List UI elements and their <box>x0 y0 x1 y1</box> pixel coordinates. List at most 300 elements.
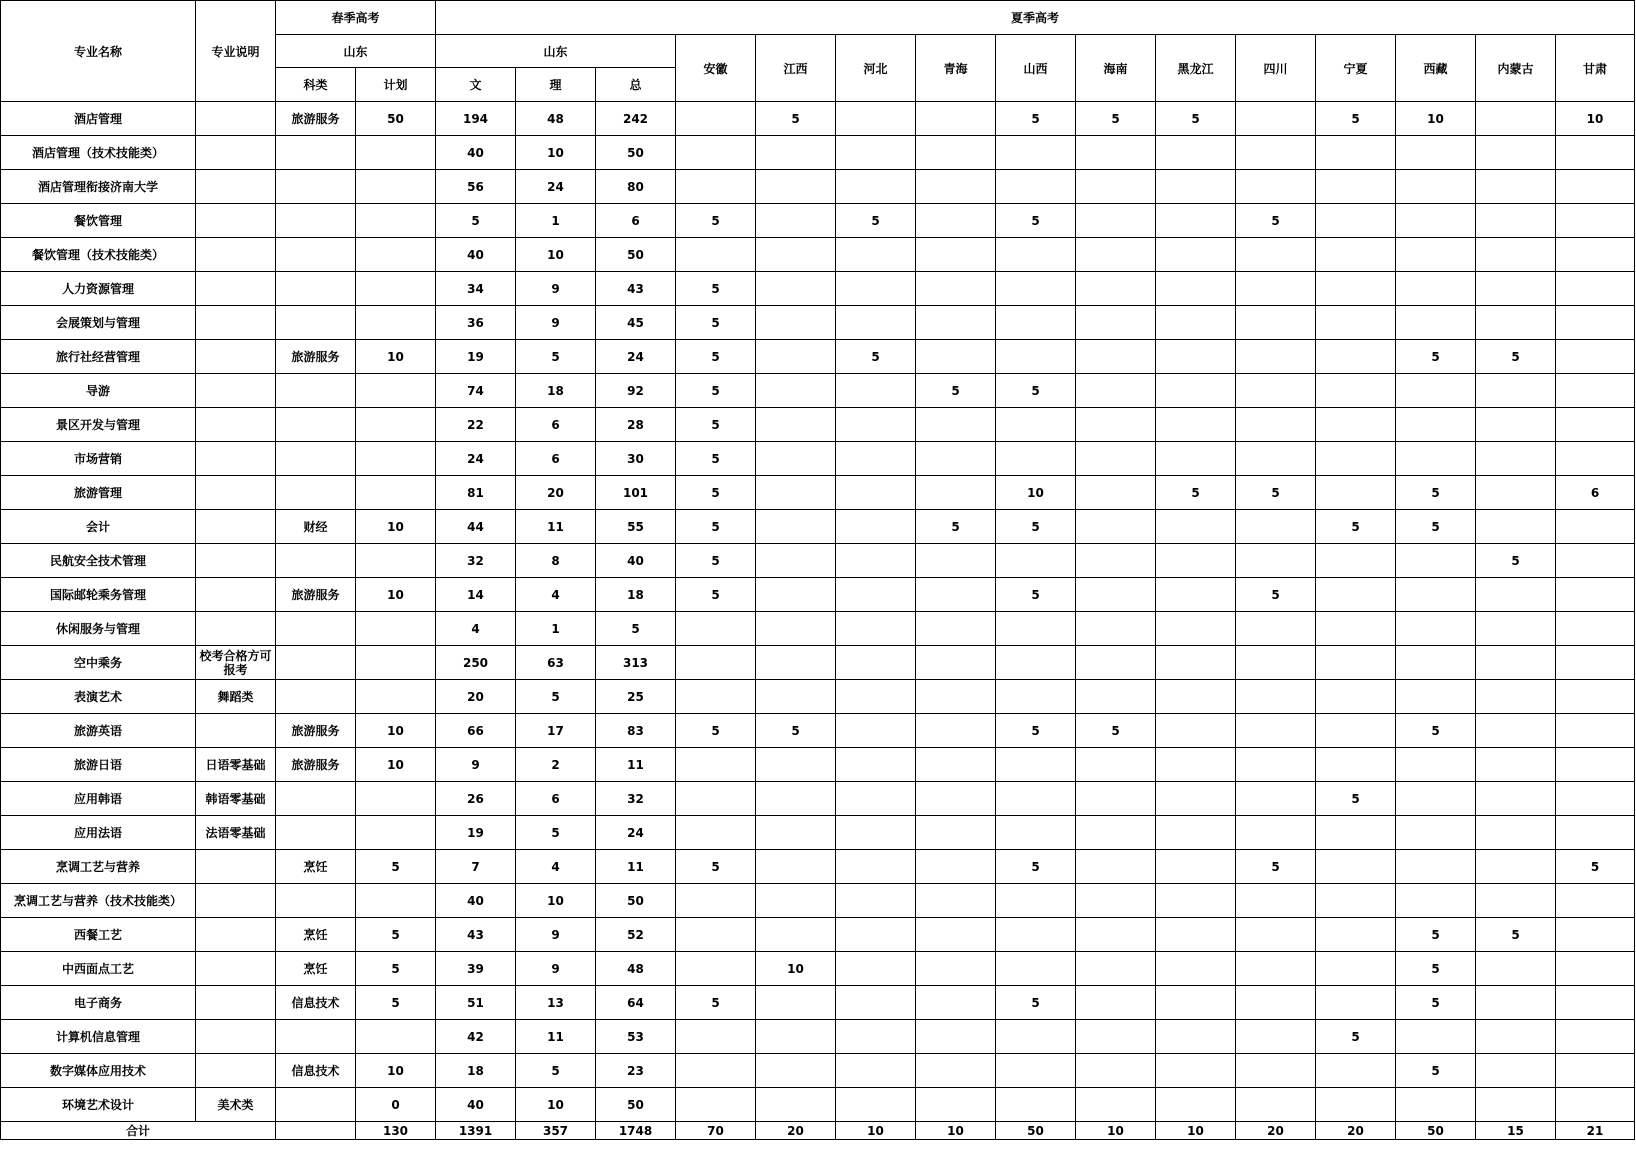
province-cell: 5 <box>1396 510 1476 544</box>
province-cell <box>836 714 916 748</box>
major-name-cell: 旅游管理 <box>1 476 196 510</box>
province-cell <box>1556 986 1635 1020</box>
province-cell <box>676 884 756 918</box>
total-cell: 101 <box>596 476 676 510</box>
table-row <box>1 748 1635 782</box>
major-desc-cell <box>196 408 276 442</box>
plan-cell: 5 <box>356 918 436 952</box>
province-cell <box>1236 748 1316 782</box>
province-cell <box>1316 714 1396 748</box>
total-province-cell: 50 <box>996 1122 1076 1140</box>
province-cell <box>1396 204 1476 238</box>
table-row <box>1 952 1635 986</box>
province-cell <box>756 272 836 306</box>
province-cell <box>1076 340 1156 374</box>
province-cell: 5 <box>676 850 756 884</box>
major-name-cell: 计算机信息管理 <box>1 1020 196 1054</box>
category-cell <box>276 204 356 238</box>
province-cell: 5 <box>1396 714 1476 748</box>
province-cell <box>756 986 836 1020</box>
total-province-cell: 10 <box>836 1122 916 1140</box>
li-cell: 1 <box>516 204 596 238</box>
province-cell <box>916 714 996 748</box>
province-cell <box>1556 578 1635 612</box>
province-cell <box>1236 680 1316 714</box>
table-body <box>1 102 1635 1122</box>
table-row <box>1 680 1635 714</box>
plan-cell <box>356 680 436 714</box>
province-cell <box>916 782 996 816</box>
province-cell <box>996 238 1076 272</box>
total-cell: 55 <box>596 510 676 544</box>
province-cell <box>916 918 996 952</box>
table-row <box>1 884 1635 918</box>
province-cell <box>1236 306 1316 340</box>
li-cell: 4 <box>516 578 596 612</box>
province-cell <box>1236 374 1316 408</box>
province-cell <box>756 238 836 272</box>
province-cell <box>1236 442 1316 476</box>
province-cell <box>1156 1088 1236 1122</box>
major-desc-cell: 日语零基础 <box>196 748 276 782</box>
province-cell: 5 <box>996 850 1076 884</box>
province-cell <box>1556 952 1635 986</box>
li-cell: 10 <box>516 136 596 170</box>
li-cell: 9 <box>516 952 596 986</box>
province-cell <box>1156 782 1236 816</box>
province-cell <box>1076 952 1156 986</box>
province-cell <box>1076 1020 1156 1054</box>
province-cell <box>1396 272 1476 306</box>
province-cell <box>1076 238 1156 272</box>
province-cell <box>996 680 1076 714</box>
province-cell <box>1556 748 1635 782</box>
province-cell <box>1156 136 1236 170</box>
li-cell: 17 <box>516 714 596 748</box>
major-name-cell: 烹调工艺与营养 <box>1 850 196 884</box>
plan-cell: 10 <box>356 748 436 782</box>
province-cell <box>836 986 916 1020</box>
plan-cell <box>356 238 436 272</box>
category-cell: 信息技术 <box>276 986 356 1020</box>
wen-cell: 39 <box>436 952 516 986</box>
major-name-cell: 旅行社经营管理 <box>1 340 196 374</box>
total-cell: 64 <box>596 986 676 1020</box>
province-cell <box>756 578 836 612</box>
province-cell <box>1076 850 1156 884</box>
province-cell <box>1556 714 1635 748</box>
province-cell <box>1316 544 1396 578</box>
wen-cell: 24 <box>436 442 516 476</box>
plan-cell <box>356 374 436 408</box>
header-province-hainan: 海南 <box>1076 35 1156 102</box>
plan-cell: 5 <box>356 850 436 884</box>
category-cell: 财经 <box>276 510 356 544</box>
major-name-cell: 数字媒体应用技术 <box>1 1054 196 1088</box>
province-cell <box>1236 646 1316 680</box>
province-cell: 5 <box>996 204 1076 238</box>
wen-cell: 9 <box>436 748 516 782</box>
major-desc-cell <box>196 884 276 918</box>
major-name-cell: 烹调工艺与营养（技术技能类） <box>1 884 196 918</box>
category-cell: 烹饪 <box>276 850 356 884</box>
wen-cell: 74 <box>436 374 516 408</box>
province-cell <box>836 510 916 544</box>
province-cell <box>1076 680 1156 714</box>
province-cell <box>836 578 916 612</box>
province-cell <box>1316 170 1396 204</box>
total-cell: 50 <box>596 238 676 272</box>
wen-cell: 43 <box>436 918 516 952</box>
province-cell <box>996 1020 1076 1054</box>
province-cell <box>756 1054 836 1088</box>
major-name-cell: 会计 <box>1 510 196 544</box>
province-cell <box>1156 170 1236 204</box>
province-cell <box>916 748 996 782</box>
total-cell: 80 <box>596 170 676 204</box>
wen-cell: 20 <box>436 680 516 714</box>
province-cell: 5 <box>1396 340 1476 374</box>
province-cell <box>676 612 756 646</box>
total-cell: 45 <box>596 306 676 340</box>
category-cell <box>276 680 356 714</box>
province-cell <box>1236 612 1316 646</box>
major-desc-cell <box>196 102 276 136</box>
province-cell <box>996 136 1076 170</box>
province-cell <box>916 544 996 578</box>
total-cell: 40 <box>596 544 676 578</box>
province-cell <box>1076 884 1156 918</box>
province-cell <box>1396 850 1476 884</box>
province-cell <box>1396 170 1476 204</box>
table-row <box>1 102 1635 136</box>
province-cell <box>1476 714 1556 748</box>
province-cell <box>1156 952 1236 986</box>
total-li: 357 <box>516 1122 596 1140</box>
province-cell: 5 <box>996 374 1076 408</box>
province-cell <box>1396 748 1476 782</box>
total-cell: 5 <box>596 612 676 646</box>
category-cell: 信息技术 <box>276 1054 356 1088</box>
category-cell <box>276 646 356 680</box>
major-name-cell: 酒店管理衔接济南大学 <box>1 170 196 204</box>
province-cell: 5 <box>676 714 756 748</box>
header-province-ningxia: 宁夏 <box>1316 35 1396 102</box>
plan-cell <box>356 544 436 578</box>
header-major-name: 专业名称 <box>1 1 196 102</box>
header-province-heilongjiang: 黑龙江 <box>1156 35 1236 102</box>
province-cell <box>836 612 916 646</box>
province-cell <box>756 544 836 578</box>
wen-cell: 22 <box>436 408 516 442</box>
total-wen: 1391 <box>436 1122 516 1140</box>
table-row <box>1 714 1635 748</box>
province-cell <box>996 782 1076 816</box>
plan-cell <box>356 1020 436 1054</box>
province-cell: 5 <box>916 374 996 408</box>
province-cell <box>996 952 1076 986</box>
li-cell: 5 <box>516 816 596 850</box>
province-cell <box>1236 986 1316 1020</box>
province-cell <box>676 1088 756 1122</box>
province-cell: 5 <box>916 510 996 544</box>
province-cell <box>1316 340 1396 374</box>
province-cell <box>1476 1088 1556 1122</box>
li-cell: 5 <box>516 1054 596 1088</box>
table-row <box>1 578 1635 612</box>
total-cell: 53 <box>596 1020 676 1054</box>
province-cell <box>1076 646 1156 680</box>
li-cell: 20 <box>516 476 596 510</box>
province-cell <box>836 918 916 952</box>
province-cell <box>1396 782 1476 816</box>
province-cell <box>1076 510 1156 544</box>
province-cell <box>1076 408 1156 442</box>
plan-cell: 50 <box>356 102 436 136</box>
plan-cell: 10 <box>356 1054 436 1088</box>
province-cell <box>1476 306 1556 340</box>
table-row <box>1 408 1635 442</box>
li-cell: 10 <box>516 238 596 272</box>
province-cell <box>916 952 996 986</box>
li-cell: 13 <box>516 986 596 1020</box>
province-cell <box>1076 170 1156 204</box>
category-cell <box>276 816 356 850</box>
province-cell <box>1236 1088 1316 1122</box>
province-cell <box>916 238 996 272</box>
header-li: 理 <box>516 68 596 102</box>
major-name-cell: 旅游日语 <box>1 748 196 782</box>
major-desc-cell <box>196 136 276 170</box>
province-cell <box>916 204 996 238</box>
province-cell <box>756 1020 836 1054</box>
province-cell <box>756 884 836 918</box>
province-cell <box>1316 850 1396 884</box>
province-cell <box>1556 1088 1635 1122</box>
province-cell <box>1076 986 1156 1020</box>
major-desc-cell <box>196 170 276 204</box>
category-cell: 旅游服务 <box>276 102 356 136</box>
major-name-cell: 表演艺术 <box>1 680 196 714</box>
plan-cell <box>356 408 436 442</box>
category-cell <box>276 272 356 306</box>
category-cell <box>276 544 356 578</box>
province-cell <box>1236 544 1316 578</box>
province-cell <box>1556 306 1635 340</box>
li-cell: 63 <box>516 646 596 680</box>
plan-cell <box>356 272 436 306</box>
province-cell: 5 <box>836 340 916 374</box>
plan-cell: 10 <box>356 510 436 544</box>
table-row <box>1 340 1635 374</box>
major-desc-cell <box>196 544 276 578</box>
province-cell <box>1156 408 1236 442</box>
province-cell <box>916 816 996 850</box>
total-province-cell: 15 <box>1476 1122 1556 1140</box>
province-cell: 5 <box>676 408 756 442</box>
province-cell <box>1476 986 1556 1020</box>
li-cell: 11 <box>516 1020 596 1054</box>
header-spring-shandong: 山东 <box>276 35 436 68</box>
li-cell: 2 <box>516 748 596 782</box>
wen-cell: 14 <box>436 578 516 612</box>
total-cell: 6 <box>596 204 676 238</box>
province-cell: 5 <box>676 204 756 238</box>
plan-cell: 5 <box>356 986 436 1020</box>
province-cell <box>916 102 996 136</box>
province-cell <box>1316 476 1396 510</box>
province-cell <box>916 884 996 918</box>
province-cell <box>1556 340 1635 374</box>
wen-cell: 56 <box>436 170 516 204</box>
province-cell <box>676 918 756 952</box>
province-cell <box>1236 952 1316 986</box>
province-cell <box>916 1054 996 1088</box>
province-cell <box>756 816 836 850</box>
total-province-cell: 21 <box>1556 1122 1635 1140</box>
province-cell <box>996 884 1076 918</box>
province-cell <box>916 306 996 340</box>
province-cell <box>676 748 756 782</box>
province-cell <box>1076 136 1156 170</box>
plan-cell <box>356 476 436 510</box>
plan-cell <box>356 884 436 918</box>
province-cell: 5 <box>1236 578 1316 612</box>
province-cell <box>836 850 916 884</box>
category-cell: 烹饪 <box>276 952 356 986</box>
province-cell <box>1556 204 1635 238</box>
province-cell <box>836 1054 916 1088</box>
province-cell <box>756 408 836 442</box>
province-cell <box>756 748 836 782</box>
province-cell <box>836 306 916 340</box>
province-cell: 5 <box>996 578 1076 612</box>
province-cell <box>1476 680 1556 714</box>
province-cell <box>1476 476 1556 510</box>
province-cell <box>916 340 996 374</box>
header-major-desc: 专业说明 <box>196 1 276 102</box>
province-cell: 5 <box>1236 476 1316 510</box>
province-cell <box>1076 1054 1156 1088</box>
header-spring-exam: 春季高考 <box>276 1 436 35</box>
total-plan: 130 <box>356 1122 436 1140</box>
province-cell <box>1476 204 1556 238</box>
province-cell: 5 <box>1156 476 1236 510</box>
major-name-cell: 餐饮管理 <box>1 204 196 238</box>
wen-cell: 40 <box>436 884 516 918</box>
major-desc-cell <box>196 272 276 306</box>
province-cell <box>1316 986 1396 1020</box>
major-desc-cell <box>196 340 276 374</box>
total-cell: 313 <box>596 646 676 680</box>
province-cell <box>916 272 996 306</box>
major-name-cell: 景区开发与管理 <box>1 408 196 442</box>
li-cell: 5 <box>516 680 596 714</box>
province-cell <box>1556 646 1635 680</box>
province-cell <box>1556 272 1635 306</box>
province-cell <box>1236 884 1316 918</box>
province-cell <box>1316 442 1396 476</box>
province-cell <box>1316 1054 1396 1088</box>
province-cell <box>756 646 836 680</box>
plan-cell: 10 <box>356 714 436 748</box>
province-cell <box>1396 816 1476 850</box>
province-cell <box>836 272 916 306</box>
major-desc-cell <box>196 986 276 1020</box>
major-name-cell: 环境艺术设计 <box>1 1088 196 1122</box>
total-cell: 11 <box>596 748 676 782</box>
province-cell <box>1476 374 1556 408</box>
province-cell <box>676 680 756 714</box>
province-cell <box>1316 646 1396 680</box>
province-cell: 5 <box>1316 510 1396 544</box>
province-cell: 5 <box>996 986 1076 1020</box>
province-cell <box>1076 442 1156 476</box>
province-cell: 5 <box>676 340 756 374</box>
category-cell <box>276 136 356 170</box>
table-row <box>1 850 1635 884</box>
total-cell: 11 <box>596 850 676 884</box>
province-cell <box>1236 408 1316 442</box>
major-name-cell: 空中乘务 <box>1 646 196 680</box>
header-wen: 文 <box>436 68 516 102</box>
total-cell: 43 <box>596 272 676 306</box>
province-cell <box>1236 1054 1316 1088</box>
province-cell <box>1476 646 1556 680</box>
province-cell <box>836 102 916 136</box>
total-cell: 48 <box>596 952 676 986</box>
li-cell: 10 <box>516 884 596 918</box>
province-cell <box>1316 578 1396 612</box>
total-province-cell: 70 <box>676 1122 756 1140</box>
li-cell: 4 <box>516 850 596 884</box>
major-desc-cell <box>196 306 276 340</box>
plan-cell <box>356 306 436 340</box>
province-cell <box>1156 1054 1236 1088</box>
table-row <box>1 1020 1635 1054</box>
province-cell <box>1396 1020 1476 1054</box>
province-cell <box>1156 816 1236 850</box>
province-cell: 5 <box>1076 102 1156 136</box>
province-cell <box>1236 782 1316 816</box>
province-cell <box>1556 408 1635 442</box>
province-cell <box>1236 714 1316 748</box>
province-cell: 10 <box>1556 102 1635 136</box>
category-cell <box>276 782 356 816</box>
wen-cell: 44 <box>436 510 516 544</box>
province-cell <box>836 170 916 204</box>
plan-cell <box>356 782 436 816</box>
province-cell <box>676 646 756 680</box>
total-province-cell: 10 <box>1156 1122 1236 1140</box>
province-cell: 5 <box>1396 476 1476 510</box>
table-row <box>1 204 1635 238</box>
province-cell <box>1476 170 1556 204</box>
province-cell <box>1316 238 1396 272</box>
province-cell <box>1236 1020 1316 1054</box>
total-cell: 92 <box>596 374 676 408</box>
major-desc-cell <box>196 238 276 272</box>
province-cell: 5 <box>1316 102 1396 136</box>
table-row <box>1 544 1635 578</box>
province-cell <box>836 442 916 476</box>
category-cell <box>276 1088 356 1122</box>
province-cell <box>1396 884 1476 918</box>
province-cell <box>1396 442 1476 476</box>
province-cell <box>1316 306 1396 340</box>
province-cell <box>1476 1054 1556 1088</box>
province-cell: 5 <box>1556 850 1635 884</box>
